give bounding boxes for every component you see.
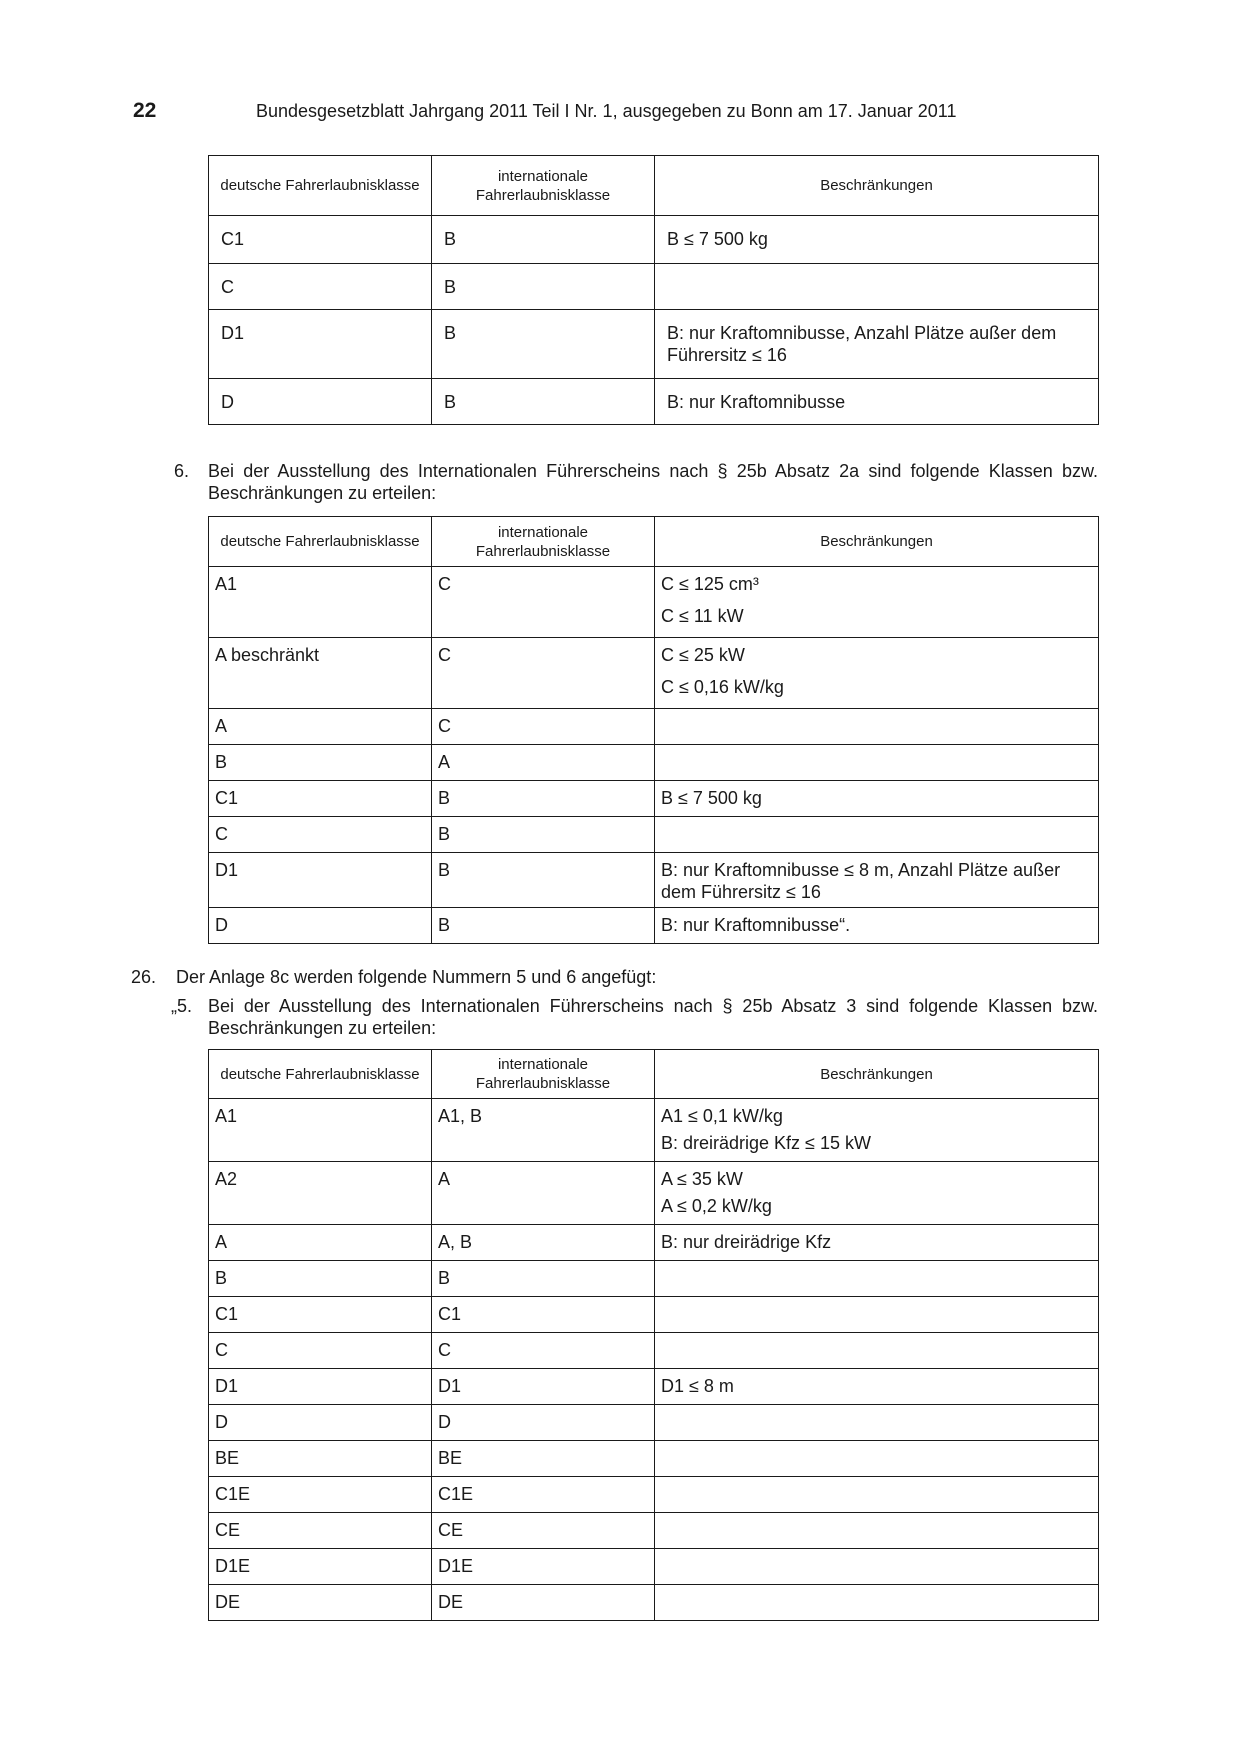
cell-international-class: B xyxy=(432,781,655,817)
cell-restrictions xyxy=(655,379,1099,425)
cell-german-class: A xyxy=(209,709,432,745)
item-26-text: Der Anlage 8c werden folgende Nummern 5 und 6 angefügt: xyxy=(176,967,657,987)
cell-international-class: A1, B xyxy=(432,1099,655,1162)
cell-german-class: D1 xyxy=(209,1369,432,1405)
license-table-3 xyxy=(208,1049,1099,1621)
restriction-line: C ≤ 11 kW xyxy=(661,606,744,626)
cell-restrictions xyxy=(655,1369,1099,1405)
table-row xyxy=(209,908,1099,944)
cell-restrictions xyxy=(655,745,1099,781)
cell-german-class: C1 xyxy=(209,216,432,264)
table-row xyxy=(209,781,1099,817)
cell-restrictions xyxy=(655,1162,1099,1225)
cell-international-class: D1E xyxy=(432,1549,655,1585)
cell-restrictions xyxy=(655,1441,1099,1477)
item-26-number: 26. xyxy=(131,967,157,987)
header-restrictions: Beschränkungen xyxy=(655,1050,1099,1099)
cell-restrictions xyxy=(655,1099,1099,1162)
cell-german-class: C1 xyxy=(209,1297,432,1333)
table-row xyxy=(209,1162,1099,1225)
restriction-line: D1 ≤ 8 m xyxy=(661,1376,734,1396)
table-row xyxy=(209,709,1099,745)
header-international-class: internationale Fahrerlaubnisklasse xyxy=(432,156,655,216)
header-german-class: deutsche Fahrerlaubnisklasse xyxy=(209,517,432,567)
cell-international-class: B xyxy=(432,264,655,310)
cell-german-class: C1 xyxy=(209,781,432,817)
cell-restrictions xyxy=(655,1333,1099,1369)
cell-international-class: C xyxy=(432,567,655,638)
table-row xyxy=(209,1549,1099,1585)
table-row xyxy=(209,1099,1099,1162)
cell-german-class: C xyxy=(209,817,432,853)
cell-international-class: DE xyxy=(432,1585,655,1621)
cell-restrictions xyxy=(655,216,1099,264)
item-5-text: Bei der Ausstellung des Internationalen Führerscheins nach § 25b Absatz 3 sind folgende Klassen bzw. Beschränkungen zu erteilen: xyxy=(208,996,1098,1038)
cell-german-class: DE xyxy=(209,1585,432,1621)
header-german-class: deutsche Fahrerlaubnisklasse xyxy=(209,156,432,216)
table-row xyxy=(209,567,1099,638)
cell-international-class: B xyxy=(432,216,655,264)
restriction-line: B: nur Kraftomnibusse, Anzahl Plätze außer dem Führersitz ≤ 16 xyxy=(667,323,1057,365)
table-row xyxy=(209,1261,1099,1297)
table-row xyxy=(209,264,1099,310)
header-international-class: internationale Fahrerlaubnisklasse xyxy=(432,1050,655,1099)
item-6-text: Bei der Ausstellung des Internationalen Führerscheins nach § 25b Absatz 2a sind folgende Klassen bzw. Beschränkungen zu erteilen: xyxy=(208,461,1098,503)
page-number: 22 xyxy=(133,99,157,122)
cell-international-class: B xyxy=(432,853,655,908)
cell-restrictions xyxy=(655,1261,1099,1297)
cell-restrictions xyxy=(655,1297,1099,1333)
cell-german-class: C xyxy=(209,1333,432,1369)
cell-restrictions xyxy=(655,1477,1099,1513)
cell-german-class: D1E xyxy=(209,1549,432,1585)
cell-german-class: D1 xyxy=(209,310,432,379)
cell-restrictions xyxy=(655,1225,1099,1261)
cell-german-class: C xyxy=(209,264,432,310)
cell-restrictions xyxy=(655,817,1099,853)
cell-german-class: D xyxy=(209,1405,432,1441)
table-row xyxy=(209,1297,1099,1333)
cell-international-class: B xyxy=(432,310,655,379)
restriction-line: B: nur dreirädrige Kfz xyxy=(661,1232,832,1252)
cell-international-class: C xyxy=(432,1333,655,1369)
restriction-line: C ≤ 125 cm³ xyxy=(661,574,759,594)
table-row xyxy=(209,379,1099,425)
table-row xyxy=(209,216,1099,264)
table-row xyxy=(209,638,1099,709)
header-restrictions: Beschränkungen xyxy=(655,156,1099,216)
cell-restrictions xyxy=(655,709,1099,745)
restriction-line: B: nur Kraftomnibusse xyxy=(667,392,846,412)
table-row xyxy=(209,1477,1099,1513)
cell-restrictions xyxy=(655,310,1099,379)
table-row xyxy=(209,817,1099,853)
item-6-number: 6. xyxy=(174,461,190,481)
restriction-line: A1 ≤ 0,1 kW/kg xyxy=(661,1106,783,1126)
table-row xyxy=(209,1369,1099,1405)
cell-german-class: CE xyxy=(209,1513,432,1549)
cell-restrictions xyxy=(655,264,1099,310)
cell-german-class: A1 xyxy=(209,567,432,638)
cell-german-class: C1E xyxy=(209,1477,432,1513)
item-5-number: „5. xyxy=(171,996,193,1016)
cell-german-class: BE xyxy=(209,1441,432,1477)
cell-restrictions xyxy=(655,781,1099,817)
cell-international-class: A xyxy=(432,1162,655,1225)
cell-international-class: A, B xyxy=(432,1225,655,1261)
header-restrictions: Beschränkungen xyxy=(655,517,1099,567)
cell-german-class: A beschränkt xyxy=(209,638,432,709)
cell-international-class: B xyxy=(432,817,655,853)
restriction-line: A ≤ 35 kW xyxy=(661,1169,743,1189)
cell-german-class: A2 xyxy=(209,1162,432,1225)
license-table-1 xyxy=(208,155,1099,425)
cell-international-class: C1E xyxy=(432,1477,655,1513)
cell-german-class: B xyxy=(209,745,432,781)
cell-international-class: A xyxy=(432,745,655,781)
cell-international-class: C xyxy=(432,638,655,709)
license-table-2 xyxy=(208,516,1099,944)
cell-restrictions xyxy=(655,638,1099,709)
restriction-line: C ≤ 25 kW xyxy=(661,645,745,665)
table-row xyxy=(209,1225,1099,1261)
cell-international-class: BE xyxy=(432,1441,655,1477)
table-row xyxy=(209,853,1099,908)
cell-international-class: CE xyxy=(432,1513,655,1549)
table-row xyxy=(209,1405,1099,1441)
header-international-class: internationale Fahrerlaubnisklasse xyxy=(432,517,655,567)
cell-international-class: B xyxy=(432,908,655,944)
header-german-class: deutsche Fahrerlaubnisklasse xyxy=(209,1050,432,1099)
table-row xyxy=(209,1513,1099,1549)
table-header-row xyxy=(209,517,1099,567)
table-header-row xyxy=(209,1050,1099,1099)
table-row xyxy=(209,1585,1099,1621)
cell-restrictions xyxy=(655,1549,1099,1585)
table-row xyxy=(209,1441,1099,1477)
cell-international-class: D xyxy=(432,1405,655,1441)
cell-restrictions xyxy=(655,1585,1099,1621)
restriction-line: B: nur Kraftomnibusse“. xyxy=(661,915,851,935)
table-header-row xyxy=(209,156,1099,216)
table-row xyxy=(209,745,1099,781)
cell-restrictions xyxy=(655,908,1099,944)
restriction-line: B: dreirädrige Kfz ≤ 15 kW xyxy=(661,1133,871,1153)
cell-international-class: C1 xyxy=(432,1297,655,1333)
restriction-line: C ≤ 0,16 kW/kg xyxy=(661,677,784,697)
table-row xyxy=(209,310,1099,379)
cell-german-class: A xyxy=(209,1225,432,1261)
cell-german-class: B xyxy=(209,1261,432,1297)
cell-german-class: D xyxy=(209,379,432,425)
restriction-line: B ≤ 7 500 kg xyxy=(661,788,762,808)
restriction-line: B: nur Kraftomnibusse ≤ 8 m, Anzahl Plätze außer dem Führersitz ≤ 16 xyxy=(661,860,1061,902)
restriction-line: A ≤ 0,2 kW/kg xyxy=(661,1196,772,1216)
cell-german-class: A1 xyxy=(209,1099,432,1162)
cell-international-class: B xyxy=(432,1261,655,1297)
restriction-line: B ≤ 7 500 kg xyxy=(667,229,768,249)
cell-international-class: B xyxy=(432,379,655,425)
running-head: Bundesgesetzblatt Jahrgang 2011 Teil I Nr. 1, ausgegeben zu Bonn am 17. Januar 2011 xyxy=(256,101,957,121)
cell-restrictions xyxy=(655,567,1099,638)
table-row xyxy=(209,1333,1099,1369)
cell-international-class: C xyxy=(432,709,655,745)
cell-international-class: D1 xyxy=(432,1369,655,1405)
cell-restrictions xyxy=(655,853,1099,908)
cell-german-class: D1 xyxy=(209,853,432,908)
cell-restrictions xyxy=(655,1513,1099,1549)
cell-restrictions xyxy=(655,1405,1099,1441)
cell-german-class: D xyxy=(209,908,432,944)
